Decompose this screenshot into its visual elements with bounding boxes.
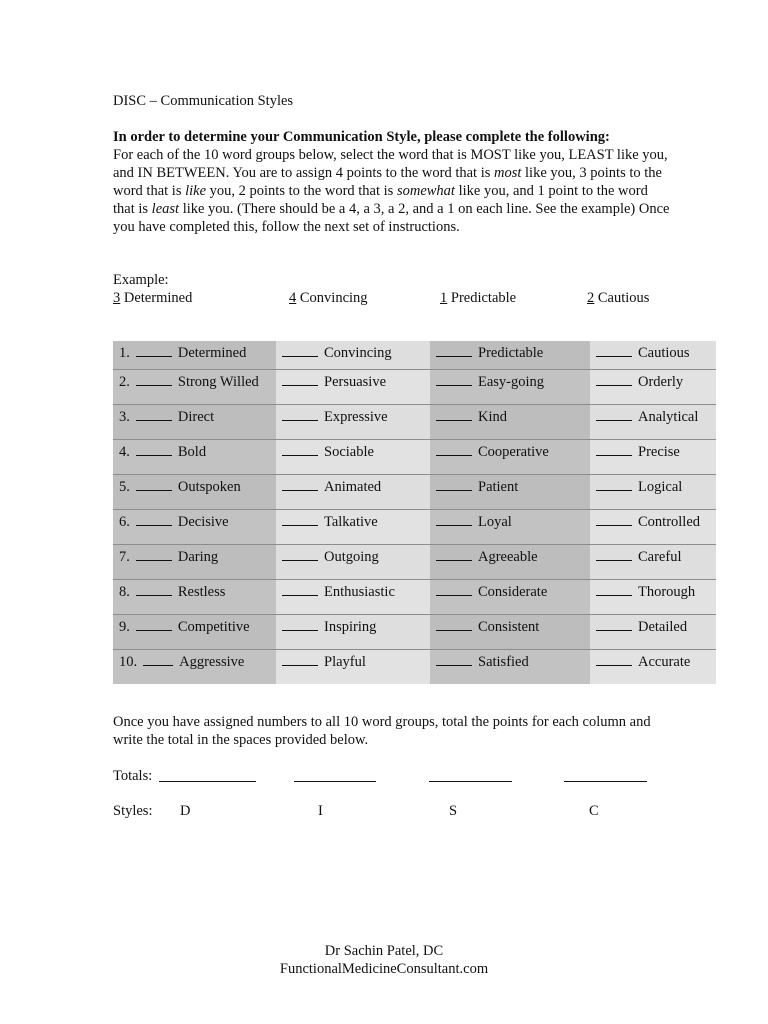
word-cell [590, 614, 716, 649]
word-cell [113, 544, 276, 579]
word-label: Inspiring [324, 618, 377, 635]
word-group-row [113, 579, 716, 614]
word-cell [113, 579, 276, 614]
style-s: S [449, 803, 458, 819]
instructions-heading: In order to determine your Communication Style, please complete the following: [113, 129, 610, 145]
total-d-line[interactable] [159, 781, 256, 782]
word-label: Consistent [478, 618, 540, 635]
word-cell [430, 649, 590, 684]
word-label: Easy-going [478, 373, 545, 390]
word-cell [430, 579, 590, 614]
word-label: Patient [478, 478, 519, 495]
row-number: 5. [119, 478, 130, 495]
word-cell [276, 439, 430, 474]
word-label: Agreeable [478, 548, 538, 565]
word-cell [276, 341, 430, 369]
points-blank[interactable] [143, 653, 173, 666]
word-cell [276, 369, 430, 404]
word-label: Controlled [638, 513, 701, 530]
points-blank[interactable] [436, 653, 472, 666]
word-cell [590, 509, 716, 544]
points-blank[interactable] [136, 583, 172, 596]
word-group-row [113, 369, 716, 404]
footer-name: Dr Sachin Patel, DC [324, 943, 444, 959]
word-label: Expressive [324, 408, 388, 425]
points-blank[interactable] [596, 344, 632, 357]
word-label: Talkative [324, 513, 378, 530]
totals-label: Totals: [113, 768, 153, 784]
word-label: Thorough [638, 583, 696, 600]
word-group-row [113, 474, 716, 509]
points-blank[interactable] [596, 408, 632, 421]
points-blank[interactable] [136, 548, 172, 561]
points-blank[interactable] [282, 373, 318, 386]
total-c-line[interactable] [564, 781, 647, 782]
points-blank[interactable] [436, 583, 472, 596]
row-number: 10. [119, 653, 138, 670]
word-cell [276, 509, 430, 544]
word-cell [276, 614, 430, 649]
word-label: Competitive [177, 618, 250, 635]
row-number: 4. [119, 443, 130, 460]
row-number: 1. [119, 345, 130, 361]
word-cell [113, 649, 276, 684]
word-cell [276, 579, 430, 614]
word-cell [113, 341, 276, 369]
row-number: 3. [119, 408, 130, 425]
example-item: 1 Predictable [440, 290, 517, 306]
word-cell [590, 439, 716, 474]
points-blank[interactable] [282, 513, 318, 526]
points-blank[interactable] [136, 618, 172, 631]
row-number: 2. [119, 373, 130, 390]
word-cell [590, 544, 716, 579]
word-label: Restless [177, 583, 226, 600]
word-group-row [113, 649, 716, 684]
word-label: Persuasive [324, 373, 387, 390]
points-blank[interactable] [282, 408, 318, 421]
points-blank[interactable] [436, 618, 472, 631]
points-blank[interactable] [436, 478, 472, 491]
word-label: Direct [177, 408, 215, 425]
word-cell [113, 439, 276, 474]
points-blank[interactable] [596, 618, 632, 631]
word-cell [590, 649, 716, 684]
points-blank[interactable] [136, 513, 172, 526]
word-label: Enthusiastic [324, 583, 395, 600]
points-blank[interactable] [136, 443, 172, 456]
word-label: Strong Willed [177, 373, 259, 390]
word-group-row [113, 509, 716, 544]
word-label: Cautious [638, 345, 690, 361]
row-number: 7. [119, 548, 130, 565]
word-label: Considerate [478, 583, 548, 600]
points-blank[interactable] [136, 344, 172, 357]
word-label: Careful [638, 548, 682, 565]
word-cell [430, 544, 590, 579]
word-cell [590, 369, 716, 404]
points-blank[interactable] [596, 373, 632, 386]
word-label: Accurate [638, 653, 691, 670]
points-blank[interactable] [436, 408, 472, 421]
word-cell [113, 509, 276, 544]
word-label: Playful [324, 653, 366, 670]
word-label: Detailed [638, 618, 688, 635]
word-label: Analytical [638, 408, 699, 425]
points-blank[interactable] [282, 548, 318, 561]
word-label: Determined [177, 345, 247, 361]
word-cell [113, 369, 276, 404]
row-number: 8. [119, 583, 130, 600]
word-label: Sociable [324, 443, 374, 460]
points-blank[interactable] [282, 583, 318, 596]
word-label: Kind [478, 408, 507, 425]
word-label: Precise [638, 443, 680, 460]
example-item: 2 Cautious [587, 290, 650, 306]
points-blank[interactable] [282, 618, 318, 631]
points-blank[interactable] [282, 478, 318, 491]
instructions-block [113, 128, 673, 236]
word-cell [276, 649, 430, 684]
word-cell [430, 369, 590, 404]
word-label: Decisive [177, 513, 229, 530]
row-number: 6. [119, 513, 130, 530]
example-item: 3 Determined [113, 290, 193, 306]
footer-website: FunctionalMedicineConsultant.com [279, 961, 489, 977]
word-label: Bold [177, 443, 207, 460]
word-cell [590, 404, 716, 439]
points-blank[interactable] [136, 408, 172, 421]
word-group-row [113, 614, 716, 649]
example-label: Example: [113, 272, 169, 288]
word-label: Convincing [324, 345, 392, 361]
word-cell [590, 579, 716, 614]
word-label: Predictable [478, 345, 544, 361]
document-title: DISC – Communication Styles [113, 93, 294, 109]
word-label: Cooperative [478, 443, 549, 460]
points-blank[interactable] [282, 653, 318, 666]
example-item: 4 Convincing [289, 290, 368, 306]
style-i: I [318, 803, 323, 819]
points-blank[interactable] [436, 344, 472, 357]
word-cell [113, 404, 276, 439]
word-label: Satisfied [478, 653, 529, 670]
word-cell [276, 474, 430, 509]
word-cell [430, 474, 590, 509]
word-label: Daring [177, 548, 219, 565]
word-cell [276, 404, 430, 439]
points-blank[interactable] [436, 373, 472, 386]
points-blank[interactable] [436, 513, 472, 526]
points-blank[interactable] [436, 443, 472, 456]
word-cell [430, 614, 590, 649]
word-group-row [113, 341, 716, 369]
total-i-line[interactable] [294, 781, 376, 782]
word-label: Animated [324, 478, 382, 495]
points-blank[interactable] [596, 478, 632, 491]
points-blank[interactable] [596, 583, 632, 596]
word-cell [430, 439, 590, 474]
points-blank[interactable] [282, 443, 318, 456]
word-cell [590, 474, 716, 509]
word-cell [113, 614, 276, 649]
word-label: Orderly [638, 373, 684, 390]
totals-instructions: Once you have assigned numbers to all 10 word groups, total the points for each column and write the total in the spaces provided below. [113, 714, 651, 748]
word-groups-table [113, 341, 716, 684]
points-blank[interactable] [596, 548, 632, 561]
word-label: Outgoing [324, 548, 379, 565]
word-cell [113, 474, 276, 509]
points-blank[interactable] [596, 653, 632, 666]
points-blank[interactable] [436, 548, 472, 561]
points-blank[interactable] [596, 513, 632, 526]
points-blank[interactable] [136, 478, 172, 491]
word-group-row [113, 404, 716, 439]
points-blank[interactable] [136, 373, 172, 386]
word-cell [276, 544, 430, 579]
word-label: Aggressive [179, 653, 245, 670]
total-s-line[interactable] [429, 781, 512, 782]
word-cell [430, 509, 590, 544]
points-blank[interactable] [596, 443, 632, 456]
row-number: 9. [119, 618, 130, 635]
style-c: C [589, 803, 599, 819]
points-blank[interactable] [282, 344, 318, 357]
word-cell [590, 341, 716, 369]
word-label: Loyal [478, 513, 512, 530]
word-cell [430, 404, 590, 439]
styles-label: Styles: [113, 803, 153, 819]
instructions-text: For each of the 10 word groups below, select the word that is MOST like you, LEAST like you, and IN BETWEEN. You are to assign 4 points to the word that is most like you, 3 points to the word that is like you, 2 points to the word that is somewhat like you, and 1 point to the word that is least like you. (There should be a 4, a 3, a 2, and a 1 on each line. See the example) Once you have completed this, follow the next set of instructions. [113, 147, 670, 235]
word-group-row [113, 439, 716, 474]
word-group-row [113, 544, 716, 579]
word-label: Logical [638, 478, 683, 495]
word-label: Outspoken [177, 478, 241, 495]
style-d: D [180, 803, 191, 819]
word-cell [430, 341, 590, 369]
